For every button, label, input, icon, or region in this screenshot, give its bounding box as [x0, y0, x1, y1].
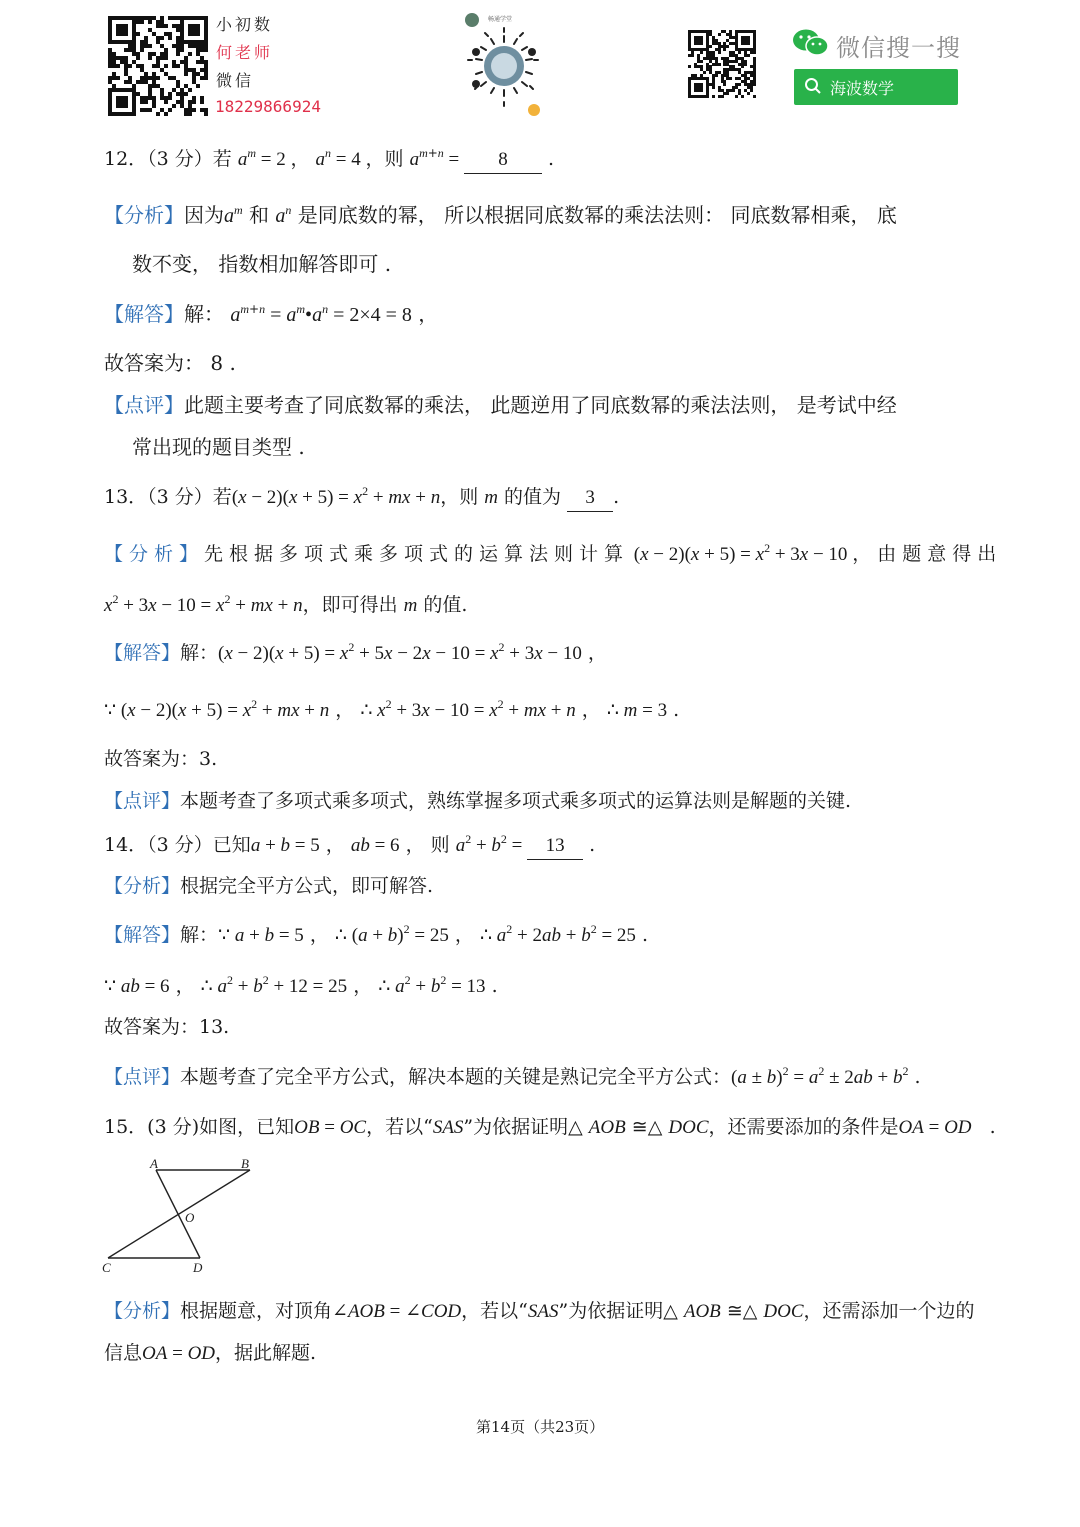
figure-label-c: C — [102, 1260, 111, 1275]
segment-bc — [108, 1170, 250, 1258]
qr-module — [726, 92, 729, 95]
qr-module — [184, 72, 188, 76]
q15-analysis-line2: 信息OA = OD，据此解题. — [104, 1342, 317, 1364]
qr-module — [700, 51, 703, 54]
qr-module — [729, 77, 732, 80]
q13-final-answer: 故答案为：3. — [104, 748, 218, 770]
qr-module — [164, 112, 168, 116]
qr-module — [744, 63, 747, 66]
qr-module — [156, 112, 160, 116]
search-icon — [804, 77, 822, 99]
qr-module — [753, 83, 756, 86]
q12-review-line1: 【点评】此题主要考查了同底数幂的乘法， 此题逆用了同底数幂的乘法法则， 是考试中经 — [104, 393, 897, 417]
q14-review: 【点评】本题考查了完全平方公式，解决本题的关键是熟记完全平方公式：$(a \pm b)^2 = a^2 \pm 2ab + b^2$ . — [104, 1064, 921, 1088]
q14-solution-line1: 【解答】解：∵ a + b = 5 ， ∴ $(a + b)^2 = 25$ ， ∴ $a^2 + 2ab + b^2 = 25$ . — [104, 922, 649, 946]
qr-module — [152, 104, 156, 108]
qr-module — [738, 51, 741, 54]
qr-left-phone: 18229866924 — [215, 97, 321, 116]
q13-answer-blank: 3 — [567, 485, 613, 512]
qr-module — [164, 100, 168, 104]
wechat-search-title: 微信搜一搜 — [836, 34, 961, 62]
qr-module — [204, 48, 208, 52]
q13-analysis-line2: $x^2 + 3x - 10 = x^2$ + mx + n，即可得出 m 的值. — [104, 592, 468, 616]
q12-solution: 【解答】解： $a^{m+n}$ = $a^m•a^n = 2\times 4 = 8$ ， — [104, 302, 439, 326]
q12-analysis-line1: 【分析】因为$a^m$ 和 $a^n$ 是同底数的幂， 所以根据同底数幂的乘法法则： 同底数幂相乘， 底 — [104, 203, 897, 227]
figure-label-d: D — [193, 1260, 203, 1275]
qr-module — [718, 51, 721, 54]
figure-label-b: B — [241, 1156, 249, 1171]
wechat-search-button-label: 海波数学 — [830, 79, 895, 98]
qr-module — [700, 42, 703, 45]
q13-analysis-line1: 【分析】先根据多项式乘多项式的运算法则计算 $(x - 2)(x + 5) = x^2 + 3x - 10$ ，由题意得出 — [104, 541, 1003, 565]
qr-module — [192, 108, 196, 112]
qr-module — [723, 48, 726, 51]
qr-module — [706, 95, 709, 98]
qr-module — [192, 100, 196, 104]
wechat-qr-code-left — [108, 16, 208, 116]
qr-module — [204, 76, 208, 80]
qr-module — [196, 32, 200, 36]
qr-module — [741, 65, 744, 68]
qr-module — [140, 48, 144, 52]
q14-answer-blank: 13 — [527, 833, 583, 860]
q14-analysis: 【分析】根据完全平方公式，即可解答. — [104, 875, 434, 897]
qr-module — [148, 56, 152, 60]
qr-module — [156, 76, 160, 80]
wechat-search-button[interactable] — [794, 69, 958, 105]
qr-left-caption-line1: 小初数 — [216, 15, 274, 34]
q14-solution-line2: ∵ ab = 6 ， ∴ $a^2 + b^2 + 12 = 25$ ， ∴ $a^2 + b^2 = 13$ . — [104, 973, 498, 997]
qr-module — [738, 83, 741, 86]
qr-module — [735, 95, 738, 98]
qr-module — [688, 65, 691, 68]
wechat-qr-code-right — [688, 30, 756, 98]
mini-program-code — [462, 10, 546, 122]
q12-answer-blank: 8 — [464, 147, 542, 174]
qr-module — [172, 104, 176, 108]
q15-geometry-figure — [100, 1156, 260, 1278]
qr-module — [204, 112, 208, 116]
qr-module — [188, 52, 192, 56]
qr-module — [136, 56, 140, 60]
qr-left-caption-line2: 何老师 — [216, 43, 274, 62]
q12-analysis-line2: 数不变， 指数相加解答即可 . — [132, 252, 392, 276]
qr-module — [718, 33, 721, 36]
center-brand-text: 畅通学堂 — [488, 16, 513, 23]
qr-module — [715, 74, 718, 77]
qr-module — [164, 24, 168, 28]
q13-solution-line1: 【解答】解：$(x - 2)(x + 5) = x^2 + 5x - 2x - 10 = x^2 + 3x - 10$ ， — [104, 640, 607, 664]
qr-module — [124, 104, 128, 108]
wechat-logo-icon — [792, 28, 830, 58]
qr-module — [176, 64, 180, 68]
q14-question: 14．（3 分）已知a + b = 5 ， ab = 6 ， 则 $a^2 + b^2 = 13$ . — [104, 832, 595, 860]
q13-review: 【点评】本题考查了多项式乘多项式，熟练掌握多项式乘多项式的运算法则是解题的关键. — [104, 790, 852, 812]
qr-module — [168, 96, 172, 100]
qr-module — [148, 108, 152, 112]
qr-module — [124, 32, 128, 36]
qr-module — [753, 51, 756, 54]
q14-final-answer: 故答案为：13. — [104, 1016, 230, 1038]
qr-module — [721, 95, 724, 98]
figure-label-o: O — [185, 1210, 195, 1225]
qr-module — [732, 89, 735, 92]
q12-final-answer: 故答案为： 8 . — [104, 351, 236, 375]
figure-label-a: A — [150, 1156, 158, 1171]
q15-question: 15．(3 分)如图，已知OB = OC，若以“SAS”为依据证明△ AOB ≅△ DOC，还需要添加的条件是OA = OD . — [104, 1116, 996, 1138]
qr-module — [160, 36, 164, 40]
q13-solution-line2: ∵ $(x - 2)(x + 5) = x^2$ + mx + n ， ∴ $x^2 + 3x - 10 = x^2$ + mx + n ， ∴ m = 3 . — [104, 697, 680, 721]
qr-module — [712, 95, 715, 98]
qr-module — [700, 89, 703, 92]
qr-module — [723, 83, 726, 86]
qr-module — [712, 86, 715, 89]
qr-module — [144, 100, 148, 104]
qr-module — [140, 20, 144, 24]
qr-module — [176, 52, 180, 56]
qr-module — [196, 84, 200, 88]
qr-module — [168, 108, 172, 112]
qr-module — [116, 76, 120, 80]
q15-analysis-line1: 【分析】根据题意，对顶角∠AOB = ∠COD，若以“SAS”为依据证明△ AOB ≅△ DOC，还需添加一个边的 — [104, 1300, 975, 1322]
qr-module — [188, 88, 192, 92]
qr-module — [148, 20, 152, 24]
qr-module — [747, 92, 750, 95]
qr-module — [753, 95, 756, 98]
qr-module — [726, 45, 729, 48]
qr-module — [168, 36, 172, 40]
qr-module — [700, 60, 703, 63]
qr-module — [128, 64, 132, 68]
qr-module — [184, 92, 188, 96]
qr-module — [741, 95, 744, 98]
qr-module — [148, 44, 152, 48]
qr-module — [750, 89, 753, 92]
qr-module — [136, 32, 140, 36]
qr-module — [180, 48, 184, 52]
qr-module — [709, 45, 712, 48]
page-footer: 第14页（共23页） — [476, 1418, 605, 1436]
qr-module — [164, 64, 168, 68]
qr-module — [164, 56, 168, 60]
qr-module — [188, 112, 192, 116]
qr-module — [703, 71, 706, 74]
qr-left-caption-line3: 微信 — [216, 71, 255, 90]
qr-module — [747, 42, 750, 45]
qr-module — [691, 54, 694, 57]
q12-review-line2: 常出现的题目类型 . — [132, 435, 305, 459]
qr-module — [200, 100, 204, 104]
q12-question: 12．（3 分）若 $a^m = 2$ ， $a^n = 4$ ，则 $a^{m+n} = 8$ . — [104, 146, 554, 174]
qr-module — [132, 112, 136, 116]
qr-module — [747, 54, 750, 57]
qr-module — [718, 63, 721, 66]
qr-module — [116, 64, 120, 68]
q13-question: 13．（3 分）若$(x - 2)(x + 5) = x^2$ + mx + n，则 m 的值为 3 . — [104, 484, 619, 512]
